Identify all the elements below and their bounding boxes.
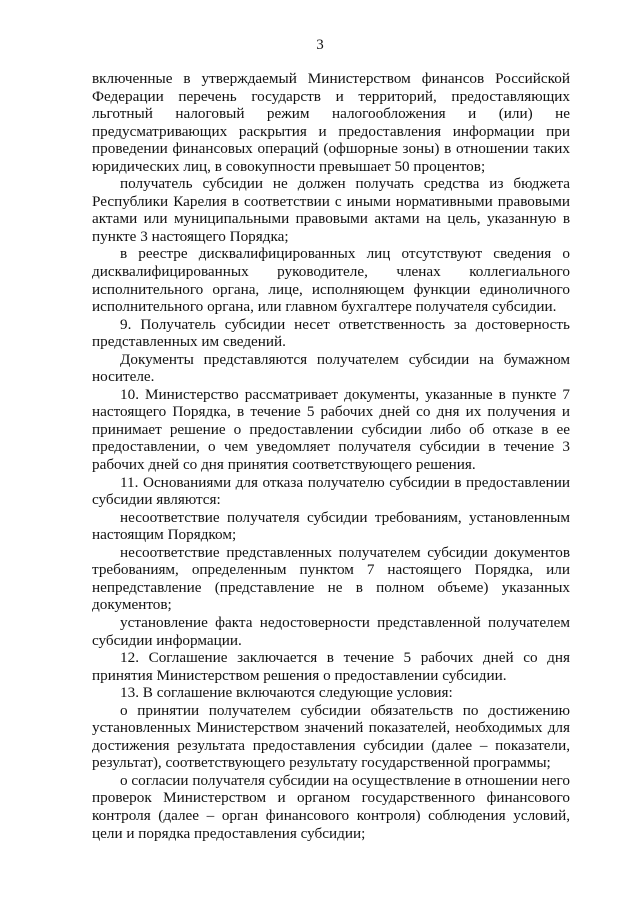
paragraph: о принятии получателем субсидии обязательств по достижению установленных Министерством значений показателей, необходимых для достижения результата предоставления субсидии (далее – показатели, результат), соответствующего результату государственной программы;: [92, 701, 570, 772]
paragraph: 10. Министерство рассматривает документы, указанные в пункте 7 настоящего Порядка, в течение 5 рабочих дней со дня их получения и принимает решение о предоставлении субсидии либо об отказе в ее предоставлении, о чем уведомляет получателя субсидии в течение 3 рабочих дней со дня принятия соответствующего решения.: [92, 385, 570, 474]
paragraph: несоответствие представленных получателем субсидии документов требованиям, определенным пунктом 7 настоящего Порядка, или непредставление (представление не в полном объеме) указанных документов;: [92, 543, 570, 614]
paragraph: 13. В соглашение включаются следующие условия:: [120, 684, 453, 702]
paragraph: 12. Соглашение заключается в течение 5 рабочих дней со дня принятия Министерством решения о предоставлении субсидии.: [92, 649, 570, 684]
page-number: 3: [316, 37, 324, 53]
paragraph: о согласии получателя субсидии на осуществление в отношении него проверок Министерством и органом государственного финансового контроля (далее – орган финансового контроля) соблюдения условий, цели и порядка предоставления субсидии;: [92, 771, 570, 842]
paragraph: включенные в утверждаемый Министерством финансов Российской Федерации перечень государств и территорий, предоставляющих льготный налоговый режим налогообложения и (или) не предусматривающих раскрытия и предоставления информации при проведении финансовых операций (офшорные зоны) в отношении таких юридических лиц, в совокупности превышает 50 процентов;: [92, 70, 570, 175]
paragraph: 11. Основаниями для отказа получателю субсидии в предоставлении субсидии являются:: [92, 473, 570, 509]
paragraph: получатель субсидии не должен получать средства из бюджета Республики Карелия в соответствии с иными нормативными правовыми актами или муниципальными правовыми актами на цель, указанную в пункте 3 настоящего Порядка;: [92, 175, 570, 245]
paragraph: Документы представляются получателем субсидии на бумажном носителе.: [92, 350, 570, 386]
paragraph: установление факта недостоверности представленной получателем субсидии информации.: [92, 613, 570, 649]
paragraph: 9. Получатель субсидии несет ответственность за достоверность представленных им сведений.: [92, 315, 570, 351]
document-body: [92, 70, 570, 842]
paragraph: несоответствие получателя субсидии требованиям, установленным настоящим Порядком;: [92, 508, 570, 544]
paragraph: в реестре дисквалифицированных лиц отсутствуют сведения о дисквалифицированных руководителе, членах коллегиального исполнительного органа, лице, исполняющем функции единоличного исполнительного органа, или главном бухгалтере получателя субсидии.: [92, 245, 570, 316]
